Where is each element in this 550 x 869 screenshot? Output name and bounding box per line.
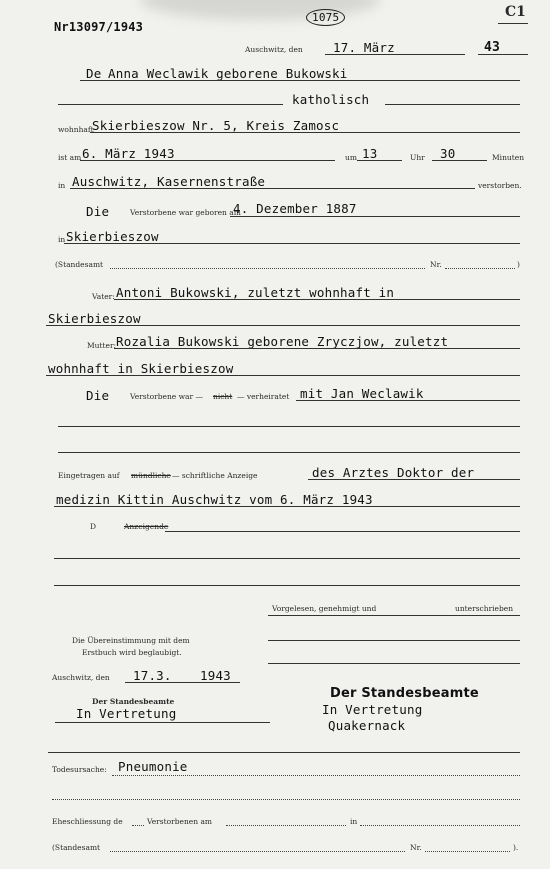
death-hour: 13 [362,146,378,161]
death-date: 6. März 1943 [82,146,175,161]
footer-nr-label: Nr. [410,843,422,852]
born-label: Verstorbene war geboren am [130,208,241,217]
unterschrieben-label: unterschrieben [455,604,514,613]
anzeigende-label: Anzeigende [124,522,169,531]
header-year: 43 [484,40,501,55]
close-paren: ) [517,260,520,269]
report-line-2: medizin Kittin Auschwitz vom 6. März 1943 [56,492,373,507]
residence-label: wohnhaft [58,125,94,134]
right-official-title: Der Standesbeamte [330,686,479,701]
register-number: Nr13097/1943 [54,20,144,34]
mutter-label: Mutter: [87,341,117,350]
footer-standesamt-label: (Standesamt [52,843,101,852]
minuten-label: Minuten [492,153,525,162]
footer-close-paren: ). [513,843,519,852]
religion: katholisch [292,92,370,107]
mother-line-1: Rozalia Bukowski geborene Zryczjow, zuletzt [116,334,449,349]
cert-year: 1943 [200,668,231,683]
verstorben-label: verstorben. [478,181,522,190]
ehe-in-label: in [350,817,358,826]
um-label: um [345,153,357,162]
in-label: in [58,181,66,190]
deceased-prefix: De [86,66,102,81]
ehe-label-1: Eheschliessung de [52,817,123,826]
deceased-name: Anna Weclawik geborene Bukowski [108,66,348,81]
anzeigende-prefix: D [90,522,97,531]
married-label-1: Verstorbene war — [130,392,203,401]
left-official-title: Der Standesbeamte [92,697,175,706]
handwritten-number: 1075 [306,9,345,26]
anzeige-label: — schriftliche Anzeige [172,471,258,480]
ehe-label-2: Verstorbenen am [147,817,213,826]
place-date-label: Auschwitz, den [245,45,303,54]
born-prefix: Die [86,204,110,219]
left-deputy: In Vertretung [76,706,177,721]
nr-label: Nr. [430,260,442,269]
cause-of-death: Pneumonie [118,759,188,774]
report-line-1: des Arztes Doktor der [312,465,475,480]
birth-place: Skierbieszow [66,229,159,244]
uhr-label: Uhr [410,153,425,162]
cert-date: 17.3. [133,668,172,683]
vorgelesen-label: Vorgelesen, genehmigt und [272,604,377,613]
right-deputy: In Vertretung [322,702,423,717]
in-label-2: in [58,235,66,244]
uebereinstimmung-line-1: Die Übereinstimmung mit dem [72,636,190,645]
birth-date: 4. Dezember 1887 [233,201,357,216]
father-line-1: Antoni Bukowski, zuletzt wohnhaft in [116,285,395,300]
residence: Skierbieszow Nr. 5, Kreis Zamosc [92,118,340,133]
married-label-2: — verheiratet [237,392,290,401]
eingetragen-struck: mündliche [131,471,171,480]
form-code: C1 [505,4,526,20]
uebereinstimmung-line-2: Erstbuch wird beglaubigt. [82,648,182,657]
vater-label: Vater: [92,292,115,301]
father-line-2: Skierbieszow [48,311,141,326]
header-date: 17. März [333,40,395,55]
eingetragen-label: Eingetragen auf [58,471,120,480]
death-minute: 30 [440,146,456,161]
ist-am-label: ist am [58,153,82,162]
spouse: mit Jan Weclawik [300,386,424,401]
married-prefix: Die [86,388,110,403]
standesamt-label: (Standesamt [55,260,104,269]
death-place: Auschwitz, Kasernenstraße [72,174,266,189]
married-struck: nicht [213,392,233,401]
todesursache-label: Todesursache: [52,765,107,774]
auschwitz-den-label: Auschwitz, den [52,673,110,682]
right-signature: Quakernack [328,718,406,733]
mother-line-2: wohnhaft in Skierbieszow [48,361,234,376]
